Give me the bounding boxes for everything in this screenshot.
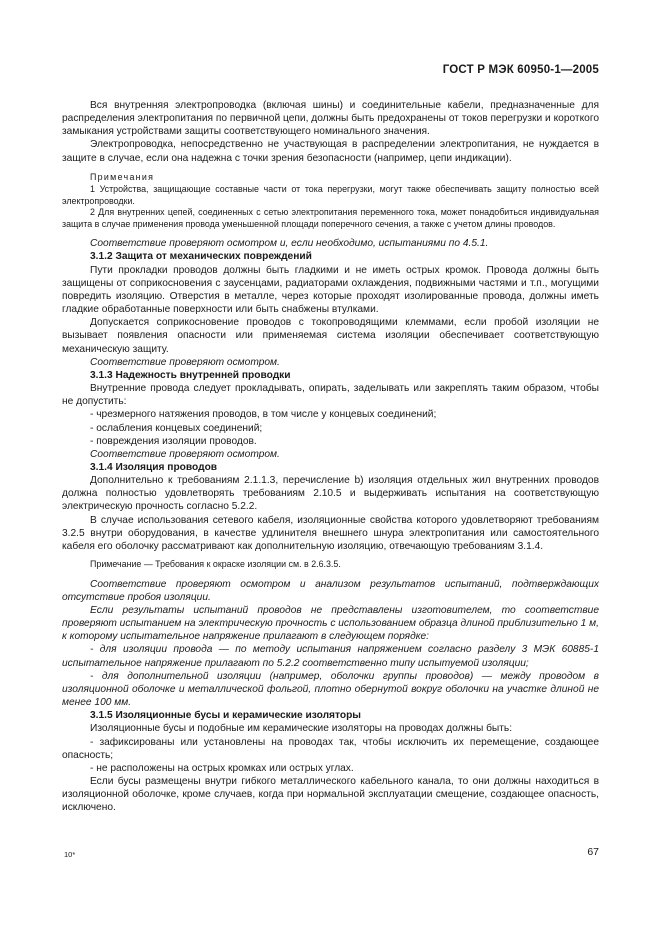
compliance-statement: - для изоляции провода — по методу испытания напряжением согласно разделу 3 МЭК 60885-1 испытательное напряжение прилагают по 5.2.2 соответственно типу испытуемой изоляции; [62, 644, 599, 669]
paragraph: Вся внутренняя электропроводка (включая шины) и соединительные кабели, предназначенные для распределения электропитания по первичной цепи, должны быть предохранены от токов перегрузки и короткого замыкания устройствами защиты соответствующего номинального значения. [62, 100, 599, 138]
paragraph: Допускается соприкосновение проводов с токопроводящими клеммами, если пробой изоляции не вызывает появления опасности или применяемая система изоляции обеспечивает соответствующую механическую защиту. [62, 317, 599, 355]
paragraph: Изоляционные бусы и подобные им керамические изоляторы на проводах должны быть: [90, 723, 513, 735]
paragraph: Если бусы размещены внутри гибкого металлического кабельного канала, то они должны находиться в изоляционной оболочке, кроме случаев, когда при нормальной эксплуатации смещение, создающее опасность, исключено. [62, 776, 599, 814]
document-body [62, 99, 599, 814]
paragraph: Внутренние провода следует прокладывать, опирать, заделывать или закреплять таким образом, чтобы не допустить: [62, 383, 599, 408]
note: 2 Для внутренних цепей, соединенных с сетью электропитания переменного тока, может понадобиться индивидуальная защита в случае применения провода уменьшенной площади поперечного сечения, а также с учетом длины проводов. [62, 207, 599, 229]
compliance-statement: Соответствие проверяют осмотром и анализом результатов испытаний, подтверждающих отсутствие пробоя изоляции. [62, 578, 599, 603]
section-heading-3-1-3: 3.1.3 Надежность внутренней проводки [90, 369, 291, 381]
list-item: - зафиксированы или установлены на проводах так, чтобы исключить их перемещение, создающее опасность; [62, 736, 599, 761]
document-header: ГОСТ Р МЭК 60950-1—2005 [442, 64, 599, 76]
paragraph: В случае использования сетевого кабеля, изоляционные свойства которого удовлетворяют требованиям 3.2.5 внутри оборудования, в качестве удлинителя внешнего шнура электропитания или самостоятельного кабеля его оболочку рассматривают как дополнительную изоляцию, отвечающую требованиям 3.1.4. [62, 514, 599, 552]
section-heading-3-1-4: 3.1.4 Изоляция проводов [90, 461, 218, 473]
paragraph: Электропроводка, непосредственно не участвующая в распределении электропитания, не нуждается в защите в случае, если она надежна с точки зрения безопасности (например, цепи индикации). [62, 139, 599, 164]
list-item: - ослабления концевых соединений; [90, 422, 263, 434]
list-item: - повреждения изоляции проводов. [90, 435, 257, 447]
compliance-statement: - для дополнительной изоляции (например, оболочки группы проводов) — между проводом в изоляционной оболочке и металлической фольгой, плотно обернутой вокруг оболочки на участке длиной не менее 100 мм. [62, 670, 599, 709]
compliance-statement: Соответствие проверяют осмотром и, если необходимо, испытаниями по 4.5.1. [90, 238, 489, 250]
note: Примечание — Требования к окраске изоляции см. в 2.6.3.5. [90, 559, 341, 570]
list-item: - чрезмерного натяжения проводов, в том числе у концевых соединений; [90, 409, 437, 421]
sheet-mark: 10* [64, 850, 76, 859]
notes-heading: Примечания [90, 171, 155, 182]
section-heading-3-1-2: 3.1.2 Защита от механических повреждений [90, 251, 312, 263]
compliance-statement: Если результаты испытаний проводов не представлены изготовителем, то соответствие проверяют испытанием на электрическую прочность с использованием образца длиной приблизительно 1 м, к которому испытательное напряжение прилагают в следующем порядке: [62, 604, 599, 643]
section-heading-3-1-5: 3.1.5 Изоляционные бусы и керамические изоляторы [90, 710, 361, 722]
note: 1 Устройства, защищающие составные части от тока перегрузки, могут также обеспечивать защиту полностью всей электропроводки. [62, 183, 599, 206]
compliance-statement: Соответствие проверяют осмотром. [90, 356, 280, 368]
paragraph: Дополнительно к требованиям 2.1.1.3, перечисление b) изоляция отдельных жил внутренних проводов должна полностью удовлетворять требованиям 2.10.5 и выдерживать испытания на соответствующую электрическую прочность согласно 5.2.2. [62, 475, 599, 513]
page-number: 67 [587, 846, 599, 858]
compliance-statement: Соответствие проверяют осмотром. [90, 448, 280, 460]
list-item: - не расположены на острых кромках или острых углах. [90, 762, 354, 774]
paragraph: Пути прокладки проводов должны быть гладкими и не иметь острых кромок. Провода должны быть защищены от соприкосновения с заусенцами, радиаторами охлаждения, подвижными частями и т.п., могущими повредить изоляцию. Отверстия в металле, через которые проходят изолированные провода, должны иметь гладкие обработанные поверхности или быть снабжены втулками. [62, 264, 599, 316]
